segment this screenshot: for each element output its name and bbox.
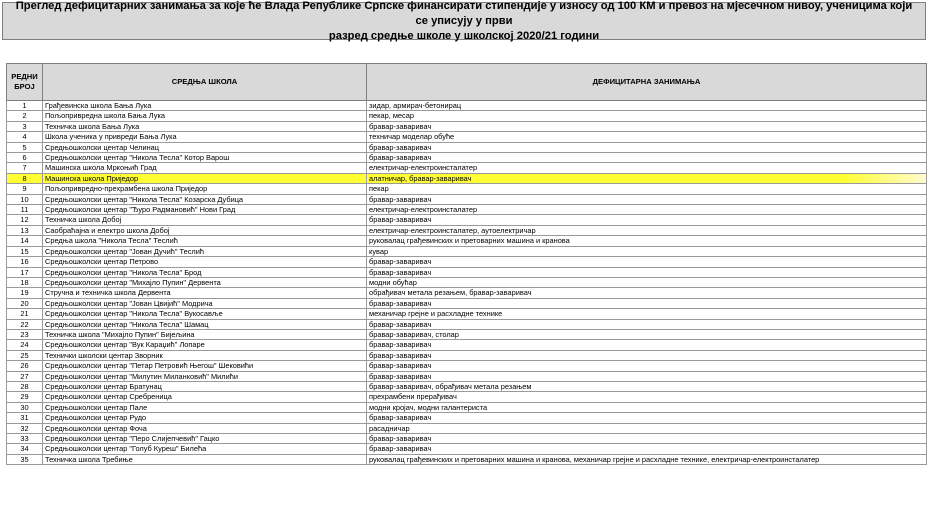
table-row — [7, 101, 927, 111]
row-number: 5 — [7, 142, 43, 152]
row-school: Средњошколски центар "Никола Тесла" Брод — [43, 267, 367, 277]
row-school: Средњошколски центар "Вук Караџић" Лопаре — [43, 340, 367, 350]
header-school: СРЕДЊА ШКОЛА — [43, 64, 367, 101]
row-school: Пољопривредно-прехрамбена школа Приједор — [43, 184, 367, 194]
table-row — [7, 288, 927, 298]
row-number: 2 — [7, 111, 43, 121]
row-school: Техничка школа Требиње — [43, 454, 367, 464]
row-occupation: бравар-заваривач — [367, 142, 927, 152]
row-number: 20 — [7, 298, 43, 308]
header-ordinal-number — [7, 64, 43, 101]
row-school: Средња школа "Никола Тесла" Теслић — [43, 236, 367, 246]
row-school: Средњошколски центар Пале — [43, 402, 367, 412]
title-line-2: разред средње школе у школској 2020/21 години — [328, 29, 600, 42]
table-row — [7, 215, 927, 225]
row-number: 4 — [7, 132, 43, 142]
row-number: 24 — [7, 340, 43, 350]
row-school: Средњошколски центар "Никола Тесла" Козарска Дубица — [43, 194, 367, 204]
row-occupation: електричар-електроинсталатер, аутоелектричар — [367, 225, 927, 235]
row-number: 7 — [7, 163, 43, 173]
row-number: 32 — [7, 423, 43, 433]
row-occupation: руковалац грађевинских и претоварних машина и кранова, механичар грејне и расхладне технике, електричар-електроинсталатер — [367, 454, 927, 464]
row-occupation: електричар-електроинсталатер — [367, 205, 927, 215]
row-occupation: модни кројач, модни галантериста — [367, 402, 927, 412]
table-row — [7, 257, 927, 267]
table-row — [7, 173, 927, 183]
row-number: 21 — [7, 309, 43, 319]
row-occupation: бравар-заваривач — [367, 267, 927, 277]
table-row — [7, 142, 927, 152]
row-school: Средњошколски центар "Никола Тесла" Шамац — [43, 319, 367, 329]
row-school: Средњошколски центар Фоча — [43, 423, 367, 433]
row-school: Средњошколски центар "Перо Слијепчевић" Гацко — [43, 434, 367, 444]
row-occupation: обрађивач метала резањем, бравар-заваривач — [367, 288, 927, 298]
row-occupation: расадничар — [367, 423, 927, 433]
row-school: Средњошколски центар "Михајло Пупин" Дервента — [43, 277, 367, 287]
row-occupation: руковалац грађевинских и претоварних машина и кранова — [367, 236, 927, 246]
row-number: 33 — [7, 434, 43, 444]
table-row — [7, 350, 927, 360]
table-header-row — [7, 64, 927, 101]
row-school: Средњошколски центар Сребреница — [43, 392, 367, 402]
row-number: 28 — [7, 381, 43, 391]
table-row — [7, 184, 927, 194]
table-row — [7, 298, 927, 308]
document-title — [2, 2, 926, 40]
row-number: 1 — [7, 101, 43, 111]
header-ordinal-line2: БРОЈ — [14, 82, 35, 91]
table-row — [7, 381, 927, 391]
table-row — [7, 329, 927, 339]
row-number: 18 — [7, 277, 43, 287]
row-school: Саобраћајна и електро школа Добој — [43, 225, 367, 235]
row-occupation: модни обућар — [367, 277, 927, 287]
row-occupation: бравар-заваривач — [367, 121, 927, 131]
row-number: 34 — [7, 444, 43, 454]
row-school: Средњошколски центар Рудо — [43, 413, 367, 423]
table-row — [7, 225, 927, 235]
row-school: Техничка школа Бања Лука — [43, 121, 367, 131]
table-row — [7, 413, 927, 423]
row-number: 12 — [7, 215, 43, 225]
row-number: 27 — [7, 371, 43, 381]
row-number: 22 — [7, 319, 43, 329]
row-school: Школа ученика у привреди Бања Лука — [43, 132, 367, 142]
row-school: Средњошколски центар "Петар Петровић Његош" Шековићи — [43, 361, 367, 371]
table-row — [7, 236, 927, 246]
row-occupation: бравар-заваривач — [367, 434, 927, 444]
row-occupation: електричар-електроинсталатер — [367, 163, 927, 173]
row-occupation: бравар-заваривач — [367, 298, 927, 308]
table-row — [7, 277, 927, 287]
row-number: 23 — [7, 329, 43, 339]
table-row — [7, 423, 927, 433]
row-school: Средњошколски центар Челинац — [43, 142, 367, 152]
table-row — [7, 153, 927, 163]
row-school: Средњошколски центар Петрово — [43, 257, 367, 267]
row-number: 14 — [7, 236, 43, 246]
row-number: 19 — [7, 288, 43, 298]
table-row — [7, 121, 927, 131]
table-row — [7, 454, 927, 464]
row-occupation: бравар-заваривач — [367, 371, 927, 381]
row-occupation: бравар-заваривач — [367, 340, 927, 350]
row-occupation: алатничар, бравар-заваривач — [367, 173, 927, 183]
row-number: 26 — [7, 361, 43, 371]
header-ordinal-line1: РЕДНИ — [11, 72, 38, 81]
row-school: Средњошколски центар "Никола Тесла" Котор Варош — [43, 153, 367, 163]
row-number: 13 — [7, 225, 43, 235]
row-number: 3 — [7, 121, 43, 131]
row-number: 35 — [7, 454, 43, 464]
row-occupation: бравар-заваривач — [367, 319, 927, 329]
row-occupation: техничар моделар обуће — [367, 132, 927, 142]
table-row — [7, 267, 927, 277]
row-number: 10 — [7, 194, 43, 204]
row-number: 6 — [7, 153, 43, 163]
row-occupation: бравар-заваривач, столар — [367, 329, 927, 339]
row-occupation: кувар — [367, 246, 927, 256]
table-row — [7, 402, 927, 412]
table-row — [7, 132, 927, 142]
row-number: 31 — [7, 413, 43, 423]
row-school: Стручна и техничка школа Дервента — [43, 288, 367, 298]
row-number: 17 — [7, 267, 43, 277]
row-school: Технички школски центар Зворник — [43, 350, 367, 360]
row-number: 16 — [7, 257, 43, 267]
row-number: 9 — [7, 184, 43, 194]
table-row — [7, 340, 927, 350]
table-row — [7, 392, 927, 402]
row-school: Средњошколски центар "Голуб Куреш" Билећа — [43, 444, 367, 454]
row-occupation: бравар-заваривач — [367, 153, 927, 163]
table-row — [7, 444, 927, 454]
header-occupation: ДЕФИЦИТАРНА ЗАНИМАЊА — [367, 64, 927, 101]
row-occupation: пекар, месар — [367, 111, 927, 121]
row-occupation: бравар-заваривач — [367, 361, 927, 371]
deficit-occupations-table — [6, 63, 927, 465]
row-occupation: бравар-заваривач — [367, 194, 927, 204]
row-occupation: механичар грејне и расхладне технике — [367, 309, 927, 319]
row-school: Средњошколски центар "Милутин Миланковић" Милићи — [43, 371, 367, 381]
row-school: Машинска школа Приједор — [43, 173, 367, 183]
table-row — [7, 111, 927, 121]
row-occupation: зидар, армирач-бетонирац — [367, 101, 927, 111]
row-occupation: бравар-заваривач — [367, 413, 927, 423]
row-occupation: бравар-заваривач — [367, 444, 927, 454]
row-school: Грађевинска школа Бања Лука — [43, 101, 367, 111]
row-number: 25 — [7, 350, 43, 360]
row-occupation: пекар — [367, 184, 927, 194]
table-row — [7, 319, 927, 329]
row-number: 8 — [7, 173, 43, 183]
row-school: Техничка школа "Михајло Пупин" Бијељина — [43, 329, 367, 339]
row-school: Техничка школа Добој — [43, 215, 367, 225]
row-number: 11 — [7, 205, 43, 215]
row-school: Средњошколски центар "Никола Тесла" Вукосавље — [43, 309, 367, 319]
row-school: Пољопривредна школа Бања Лука — [43, 111, 367, 121]
row-occupation: прехрамбени прерађивач — [367, 392, 927, 402]
row-occupation: бравар-заваривач — [367, 350, 927, 360]
row-school: Машинска школа Мркоњић Град — [43, 163, 367, 173]
row-school: Средњошколски центар "Јован Дучић" Теслић — [43, 246, 367, 256]
table-row — [7, 361, 927, 371]
row-occupation: бравар-заваривач — [367, 257, 927, 267]
table-row — [7, 371, 927, 381]
row-number: 15 — [7, 246, 43, 256]
table-row — [7, 163, 927, 173]
table-row — [7, 194, 927, 204]
title-line-1: Преглед дефицитарних занимања за које ће Влада Републике Српске финансирати стипендије у износу од 100 КМ и превоз на мјесечном нивоу, ученицима који се уписују у први — [15, 0, 913, 27]
row-school: Средњошколски центар "Јован Цвијић" Модрича — [43, 298, 367, 308]
table-row — [7, 434, 927, 444]
row-school: Средњошколски центар Братунац — [43, 381, 367, 391]
row-occupation: бравар-заваривач — [367, 215, 927, 225]
table-row — [7, 205, 927, 215]
table-row — [7, 246, 927, 256]
table-row — [7, 309, 927, 319]
row-number: 29 — [7, 392, 43, 402]
row-number: 30 — [7, 402, 43, 412]
row-occupation: бравар-заваривач, обрађивач метала резањем — [367, 381, 927, 391]
row-school: Средњошколски центар "Ђуро Радмановић" Нови Град — [43, 205, 367, 215]
